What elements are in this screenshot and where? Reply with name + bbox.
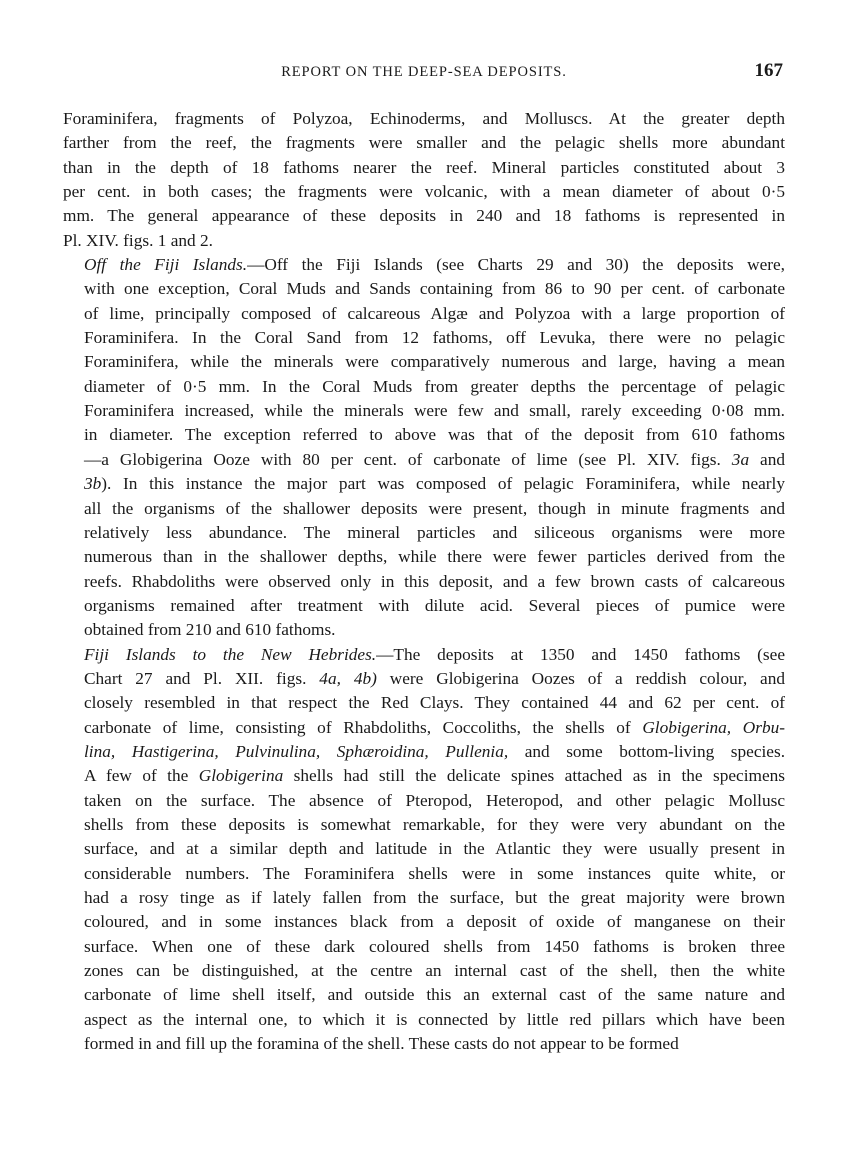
text-line: per cent. in both cases; the fragments were volcanic, with a mean diameter of about 0·5 — [63, 182, 785, 202]
text-line: considerable numbers. The Foraminifera shells were in some instances quite white, or — [84, 863, 785, 883]
document-page — [63, 58, 785, 1056]
text-line — [63, 643, 785, 667]
section-heading: Fiji Islands to the New Hebrides. — [84, 644, 377, 664]
text-line: Chart 27 and Pl. XII. figs. 4a, 4b) were Globigerina Oozes of a reddish colour, and — [84, 668, 785, 688]
body-text — [63, 107, 785, 1056]
text-line: zones can be distinguished, at the centre an internal cast of the shell, then the white — [84, 961, 785, 981]
text-line-rest: —Off the Fiji Islands (see Charts 29 and 30) the deposits were, — [247, 255, 785, 275]
text-line: had a rosy tinge as if lately fallen from the surface, but the great majority were brown — [84, 888, 785, 907]
text-line — [63, 253, 785, 277]
text-line: with one exception, Coral Muds and Sands containing from 86 to 90 per cent. of carbonate — [84, 279, 785, 299]
text-line: lina, Hastigerina, Pulvinulina, Sphæroidina, Pullenia, and some bottom-living species. — [84, 741, 786, 761]
text-line: closely resembled in that respect the Red Clays. They contained 44 and 62 per cent. of — [84, 693, 785, 713]
paragraph-off-fiji-islands — [63, 253, 785, 643]
text-line: Foraminifera, fragments of Polyzoa, Echinoderms, and Molluscs. At the greater depth — [63, 109, 785, 128]
text-line: Foraminifera. In the Coral Sand from 12 fathoms, off Levuka, there were no pelagic — [84, 328, 785, 348]
text-line: Pl. XIV. figs. 1 and 2. — [63, 230, 213, 250]
paragraph-fiji-to-new-hebrides — [63, 643, 785, 1057]
text-line: obtained from 210 and 610 fathoms. — [84, 620, 336, 640]
running-header — [63, 58, 785, 88]
text-line: mm. The general appearance of these deposits in 240 and 18 fathoms is represented in — [63, 206, 785, 226]
paragraph-1 — [63, 107, 785, 253]
text-line: surface. When one of these dark coloured shells from 1450 fathoms is broken three — [84, 936, 785, 956]
text-line: 3b). In this instance the major part was composed of pelagic Foraminifera, while nearly — [84, 474, 785, 494]
text-line: farther from the reef, the fragments were smaller and the pelagic shells more abundant — [63, 133, 785, 153]
text-line: coloured, and in some instances black from a deposit of oxide of manganese on their — [84, 912, 785, 932]
text-line: organisms remained after treatment with dilute acid. Several pieces of pumice were — [84, 595, 785, 615]
text-line: shells from these deposits is somewhat remarkable, for they were very abundant on the — [84, 814, 785, 834]
text-line: taken on the surface. The absence of Pteropod, Heteropod, and other pelagic Mollusc — [84, 790, 785, 810]
text-line: of lime, principally composed of calcareous Algæ and Polyzoa with a large proportion of — [84, 303, 785, 323]
text-line: carbonate of lime, consisting of Rhabdoliths, Coccoliths, the shells of Globigerina, Orbu- — [84, 717, 786, 737]
section-heading: Off the Fiji Islands. — [84, 255, 248, 275]
text-line: aspect as the internal one, to which it is connected by little red pillars which have been — [84, 1009, 785, 1029]
text-line-rest: —The deposits at 1350 and 1450 fathoms (see — [376, 644, 785, 664]
text-line: carbonate of lime shell itself, and outside this an external cast of the same nature and — [84, 985, 785, 1005]
text-line: all the organisms of the shallower deposits were present, though in minute fragments and — [84, 498, 785, 518]
text-line: than in the depth of 18 fathoms nearer the reef. Mineral particles constituted about 3 — [63, 157, 785, 177]
page-number: 167 — [754, 60, 783, 81]
text-line: reefs. Rhabdoliths were observed only in this deposit, and a few brown casts of calcareous — [84, 571, 785, 591]
text-line: in diameter. The exception referred to above was that of the deposit from 610 fathoms — [84, 425, 785, 445]
text-line: relatively less abundance. The mineral particles and siliceous organisms were more — [84, 522, 785, 542]
text-line: numerous than in the shallower depths, while there were fewer particles derived from the — [84, 547, 785, 567]
text-line: Foraminifera, while the minerals were comparatively numerous and large, having a mean — [84, 352, 785, 372]
text-line: Foraminifera increased, while the minerals were few and small, rarely exceeding 0·08 mm. — [84, 401, 785, 421]
text-line: diameter of 0·5 mm. In the Coral Muds from greater depths the percentage of pelagic — [84, 376, 785, 396]
text-line: formed in and fill up the foramina of the shell. These casts do not appear to be formed — [84, 1034, 679, 1054]
running-title: REPORT ON THE DEEP-SEA DEPOSITS. — [281, 64, 567, 80]
text-line: —a Globigerina Ooze with 80 per cent. of carbonate of lime (see Pl. XIV. figs. 3a and — [84, 449, 785, 469]
text-line: surface, and at a similar depth and latitude in the Atlantic they were usually present in — [84, 839, 785, 859]
text-line: A few of the Globigerina shells had still the delicate spines attached as in the specimens — [84, 766, 785, 786]
